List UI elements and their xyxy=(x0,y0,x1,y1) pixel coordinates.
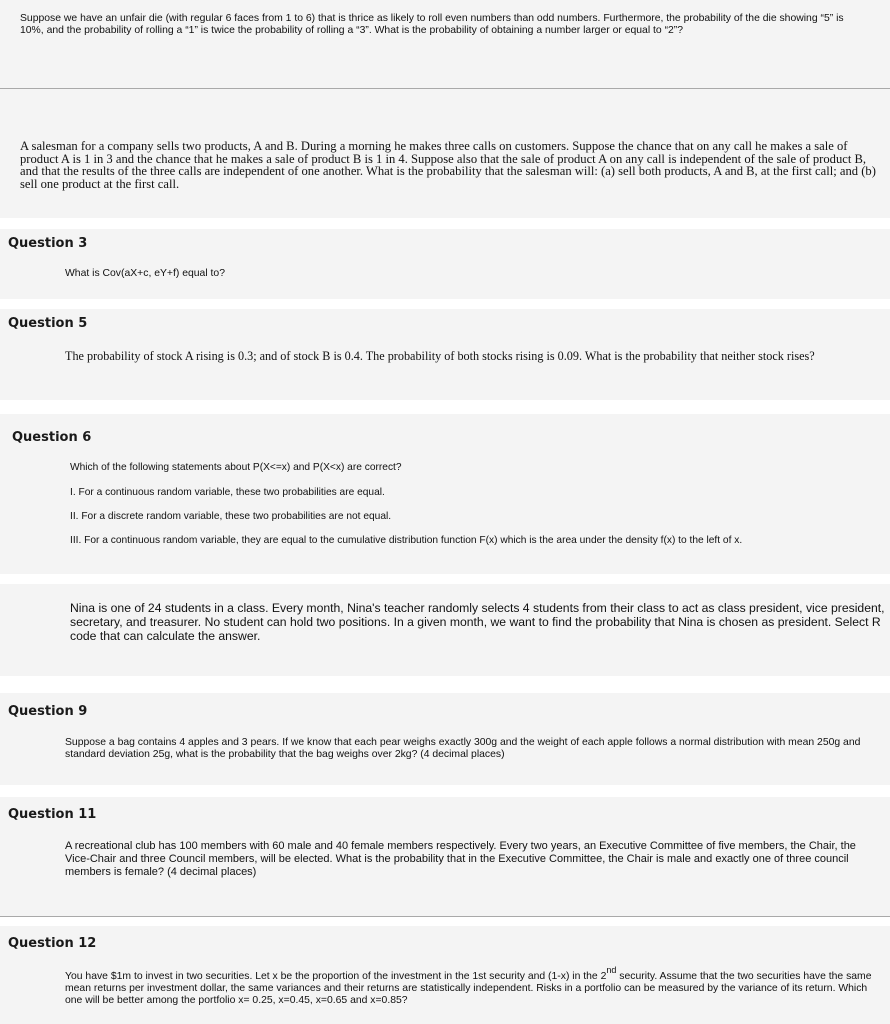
question-text-part: You have $1m to invest in two securities. Let x be the proportion of the investment in the 1st security and (1-x) in the 2 xyxy=(65,971,607,982)
question-title: Question 3 xyxy=(8,236,88,251)
question-card-5 xyxy=(0,309,890,400)
ordinal-suffix: nd xyxy=(606,964,617,975)
question-text: Suppose we have an unfair die (with regular 6 faces from 1 to 6) that is thrice as likely to roll even numbers than odd numbers. Furthermore, the probability of the die showing “5” is 10%, and the probability of rolling a “1” is twice the probability of rolling a “3”. What is the probability of obtaining a number larger or equal to “2”? xyxy=(20,13,844,36)
statement-2: II. For a discrete random variable, these two probabilities are not equal. xyxy=(70,511,392,522)
question-card-6 xyxy=(0,414,890,574)
question-card-12 xyxy=(0,926,890,1024)
question-text: The probability of stock A rising is 0.3; and of stock B is 0.4. The probability of both stocks rising is 0.09. What is the probability that neither stock rises? xyxy=(65,349,815,363)
question-card-die xyxy=(0,0,890,88)
question-text xyxy=(65,964,880,1007)
question-text: Suppose a bag contains 4 apples and 3 pears. If we know that each pear weighs exactly 300g and the weight of each apple follows a normal distribution with mean 250g and standard deviation 25g, what is the probability that the bag weighs over 2kg? (4 decimal places) xyxy=(65,737,861,760)
question-text: A recreational club has 100 members with 60 male and 40 female members respectively. Every two years, an Executive Committee of five members, the Chair, the Vice-Chair and three Council members, will be elected. What is the probability that in the Executive Committee, the Chair is male and exactly one of three council members is female? (4 decimal places) xyxy=(65,840,856,878)
question-title: Question 6 xyxy=(12,430,92,445)
divider xyxy=(0,916,890,917)
question-card-salesman xyxy=(0,89,890,218)
question-card-3 xyxy=(0,229,890,299)
question-title: Question 5 xyxy=(8,316,88,331)
question-card-9 xyxy=(0,693,890,785)
question-title: Question 9 xyxy=(8,704,88,719)
question-text: What is Cov(aX+c, eY+f) equal to? xyxy=(65,268,225,279)
statement-3: III. For a continuous random variable, they are equal to the cumulative distribution function F(x) which is the area under the density f(x) to the left of x. xyxy=(70,535,743,546)
question-text-part: security. Assume that the two securities have the same mean returns per investment dollar, the same variances and their returns are statistically independent. Risks in a portfolio can be measured by the variance of its return. Which one will be better among the portfolio x= 0.25, x=0.45, x=0.65 and x=0.85? xyxy=(65,971,872,1006)
question-card-11 xyxy=(0,797,890,916)
question-title: Question 11 xyxy=(8,807,97,822)
question-text: Nina is one of 24 students in a class. Every month, Nina's teacher randomly selects 4 students from their class to act as class president, vice president, secretary, and treasurer. No student can hold two positions. In a given month, we want to find the probability that Nina is chosen as president. Select R code that can calculate the answer. xyxy=(70,601,885,643)
question-card-nina xyxy=(0,584,890,676)
question-title: Question 12 xyxy=(8,936,97,951)
statement-1: I. For a continuous random variable, these two probabilities are equal. xyxy=(70,487,385,498)
question-text: A salesman for a company sells two products, A and B. During a morning he makes three calls on customers. Suppose the chance that on any call he makes a sale of product A is 1 in 3 and the chance that he makes a sale of product B is 1 in 4. Suppose also that the sale of product A on any call is independent of the sale of product B, and that the results of the three calls are independent of one another. What is the probability that the salesman will: (a) sell both products, A and B, at the first call; and (b) sell one product at the first call. xyxy=(20,139,876,191)
question-text: Which of the following statements about P(X<=x) and P(X<x) are correct? xyxy=(70,462,402,473)
